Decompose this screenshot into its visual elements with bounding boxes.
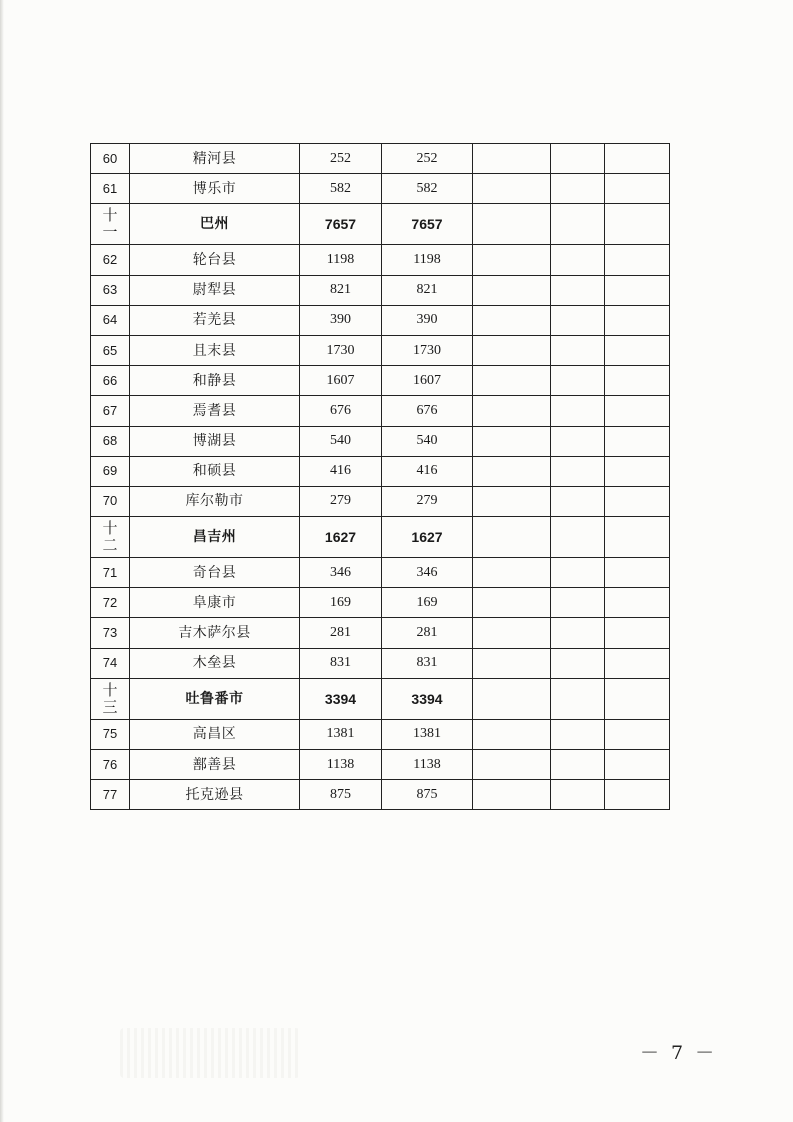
region-name-cell: 巴州 <box>130 204 300 245</box>
value-a-cell: 416 <box>300 456 382 486</box>
empty-cell-2 <box>551 245 605 275</box>
row-index-cell: 73 <box>91 618 130 648</box>
value-a-cell: 831 <box>300 648 382 678</box>
row-index-cell: 60 <box>91 144 130 174</box>
row-index-cell: 70 <box>91 486 130 516</box>
row-index-cell: 74 <box>91 648 130 678</box>
table-row <box>91 780 670 810</box>
value-b-cell: 875 <box>382 780 473 810</box>
value-b-cell: 1730 <box>382 335 473 365</box>
empty-cell-3 <box>605 204 670 245</box>
empty-cell-3 <box>605 396 670 426</box>
row-index-cell: 65 <box>91 335 130 365</box>
empty-cell-2 <box>551 426 605 456</box>
value-a-cell: 7657 <box>300 204 382 245</box>
row-index-cell: 69 <box>91 456 130 486</box>
value-b-cell: 252 <box>382 144 473 174</box>
table-row <box>91 750 670 780</box>
value-b-cell: 676 <box>382 396 473 426</box>
table-row <box>91 618 670 648</box>
value-a-cell: 1198 <box>300 245 382 275</box>
region-name-cell: 托克逊县 <box>130 780 300 810</box>
row-index-cell: 77 <box>91 780 130 810</box>
empty-cell-2 <box>551 618 605 648</box>
empty-cell-2 <box>551 366 605 396</box>
region-name-cell: 和硕县 <box>130 456 300 486</box>
empty-cell-2 <box>551 204 605 245</box>
value-b-cell: 281 <box>382 618 473 648</box>
table-group-row <box>91 204 670 245</box>
table-row <box>91 558 670 588</box>
empty-cell-1 <box>473 426 551 456</box>
value-a-cell: 1381 <box>300 719 382 749</box>
empty-cell-2 <box>551 558 605 588</box>
table-row <box>91 396 670 426</box>
empty-cell-2 <box>551 456 605 486</box>
value-b-cell: 3394 <box>382 678 473 719</box>
empty-cell-3 <box>605 366 670 396</box>
empty-cell-3 <box>605 245 670 275</box>
empty-cell-1 <box>473 719 551 749</box>
empty-cell-2 <box>551 396 605 426</box>
row-index-cell: 75 <box>91 719 130 749</box>
value-a-cell: 540 <box>300 426 382 456</box>
value-a-cell: 390 <box>300 305 382 335</box>
region-name-cell: 阜康市 <box>130 588 300 618</box>
empty-cell-3 <box>605 588 670 618</box>
value-a-cell: 1730 <box>300 335 382 365</box>
region-name-cell: 木垒县 <box>130 648 300 678</box>
value-b-cell: 1607 <box>382 366 473 396</box>
empty-cell-3 <box>605 780 670 810</box>
value-b-cell: 831 <box>382 648 473 678</box>
empty-cell-1 <box>473 750 551 780</box>
value-b-cell: 1138 <box>382 750 473 780</box>
empty-cell-3 <box>605 750 670 780</box>
row-index-cell: 71 <box>91 558 130 588</box>
region-name-cell: 库尔勒市 <box>130 486 300 516</box>
empty-cell-1 <box>473 396 551 426</box>
region-name-cell: 昌吉州 <box>130 517 300 558</box>
row-index-cell: 十一 <box>91 204 130 245</box>
row-index-cell: 72 <box>91 588 130 618</box>
row-index-cell: 76 <box>91 750 130 780</box>
row-index-cell: 64 <box>91 305 130 335</box>
scan-smudge <box>120 1028 300 1078</box>
table-row <box>91 456 670 486</box>
table-row <box>91 588 670 618</box>
region-name-cell: 博乐市 <box>130 174 300 204</box>
empty-cell-3 <box>605 558 670 588</box>
row-index-cell: 61 <box>91 174 130 204</box>
empty-cell-3 <box>605 678 670 719</box>
table-row <box>91 366 670 396</box>
value-b-cell: 346 <box>382 558 473 588</box>
table-body <box>91 144 670 810</box>
empty-cell-3 <box>605 174 670 204</box>
value-b-cell: 582 <box>382 174 473 204</box>
empty-cell-1 <box>473 678 551 719</box>
value-a-cell: 281 <box>300 618 382 648</box>
value-b-cell: 1381 <box>382 719 473 749</box>
table-row <box>91 648 670 678</box>
empty-cell-3 <box>605 719 670 749</box>
empty-cell-2 <box>551 648 605 678</box>
value-b-cell: 821 <box>382 275 473 305</box>
empty-cell-1 <box>473 245 551 275</box>
value-a-cell: 346 <box>300 558 382 588</box>
empty-cell-1 <box>473 486 551 516</box>
row-index-cell: 67 <box>91 396 130 426</box>
empty-cell-1 <box>473 648 551 678</box>
region-name-cell: 焉耆县 <box>130 396 300 426</box>
value-a-cell: 1607 <box>300 366 382 396</box>
row-index-cell: 十三 <box>91 678 130 719</box>
region-name-cell: 且末县 <box>130 335 300 365</box>
table-group-row <box>91 678 670 719</box>
empty-cell-1 <box>473 174 551 204</box>
region-name-cell: 若羌县 <box>130 305 300 335</box>
value-a-cell: 252 <box>300 144 382 174</box>
region-name-cell: 奇台县 <box>130 558 300 588</box>
empty-cell-3 <box>605 456 670 486</box>
region-name-cell: 精河县 <box>130 144 300 174</box>
empty-cell-1 <box>473 618 551 648</box>
empty-cell-3 <box>605 517 670 558</box>
row-index-cell: 62 <box>91 245 130 275</box>
table-row <box>91 486 670 516</box>
value-a-cell: 3394 <box>300 678 382 719</box>
page-number: － 7 － <box>640 1042 718 1064</box>
empty-cell-1 <box>473 456 551 486</box>
empty-cell-1 <box>473 204 551 245</box>
empty-cell-1 <box>473 366 551 396</box>
value-b-cell: 416 <box>382 456 473 486</box>
region-name-cell: 鄯善县 <box>130 750 300 780</box>
empty-cell-1 <box>473 275 551 305</box>
empty-cell-2 <box>551 305 605 335</box>
empty-cell-2 <box>551 144 605 174</box>
table-row <box>91 719 670 749</box>
value-a-cell: 169 <box>300 588 382 618</box>
row-index-cell: 68 <box>91 426 130 456</box>
empty-cell-3 <box>605 144 670 174</box>
empty-cell-1 <box>473 144 551 174</box>
row-index-cell: 66 <box>91 366 130 396</box>
value-b-cell: 7657 <box>382 204 473 245</box>
empty-cell-1 <box>473 780 551 810</box>
empty-cell-3 <box>605 648 670 678</box>
table-row <box>91 305 670 335</box>
allocation-table <box>90 143 670 810</box>
empty-cell-2 <box>551 517 605 558</box>
scan-edge <box>0 0 4 1122</box>
empty-cell-2 <box>551 678 605 719</box>
table-row <box>91 426 670 456</box>
empty-cell-2 <box>551 719 605 749</box>
value-a-cell: 1138 <box>300 750 382 780</box>
region-name-cell: 吉木萨尔县 <box>130 618 300 648</box>
empty-cell-3 <box>605 305 670 335</box>
empty-cell-3 <box>605 335 670 365</box>
empty-cell-3 <box>605 486 670 516</box>
table-group-row <box>91 517 670 558</box>
empty-cell-1 <box>473 305 551 335</box>
empty-cell-2 <box>551 275 605 305</box>
value-b-cell: 390 <box>382 305 473 335</box>
value-b-cell: 540 <box>382 426 473 456</box>
table-row <box>91 144 670 174</box>
empty-cell-1 <box>473 335 551 365</box>
empty-cell-3 <box>605 275 670 305</box>
value-b-cell: 1627 <box>382 517 473 558</box>
empty-cell-2 <box>551 486 605 516</box>
value-b-cell: 169 <box>382 588 473 618</box>
value-a-cell: 582 <box>300 174 382 204</box>
empty-cell-1 <box>473 517 551 558</box>
table-row <box>91 275 670 305</box>
table-row <box>91 245 670 275</box>
region-name-cell: 吐鲁番市 <box>130 678 300 719</box>
empty-cell-3 <box>605 426 670 456</box>
region-name-cell: 和静县 <box>130 366 300 396</box>
empty-cell-2 <box>551 174 605 204</box>
region-name-cell: 高昌区 <box>130 719 300 749</box>
row-index-cell: 63 <box>91 275 130 305</box>
value-a-cell: 1627 <box>300 517 382 558</box>
region-name-cell: 轮台县 <box>130 245 300 275</box>
region-name-cell: 尉犁县 <box>130 275 300 305</box>
value-a-cell: 676 <box>300 396 382 426</box>
table-row <box>91 174 670 204</box>
row-index-cell: 十二 <box>91 517 130 558</box>
table-row <box>91 335 670 365</box>
empty-cell-1 <box>473 588 551 618</box>
value-a-cell: 821 <box>300 275 382 305</box>
empty-cell-2 <box>551 588 605 618</box>
empty-cell-2 <box>551 335 605 365</box>
empty-cell-1 <box>473 558 551 588</box>
value-b-cell: 1198 <box>382 245 473 275</box>
region-name-cell: 博湖县 <box>130 426 300 456</box>
empty-cell-2 <box>551 780 605 810</box>
empty-cell-2 <box>551 750 605 780</box>
value-a-cell: 279 <box>300 486 382 516</box>
empty-cell-3 <box>605 618 670 648</box>
value-a-cell: 875 <box>300 780 382 810</box>
value-b-cell: 279 <box>382 486 473 516</box>
